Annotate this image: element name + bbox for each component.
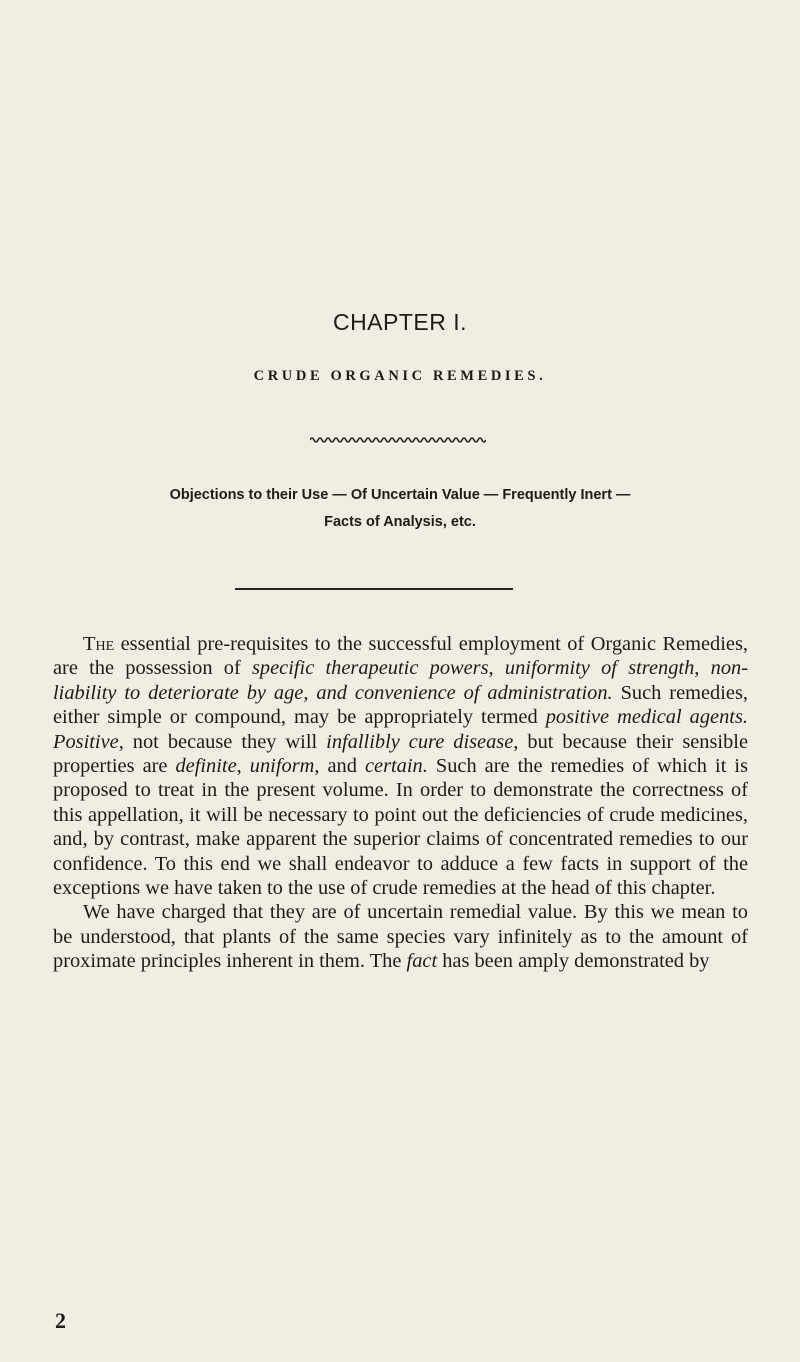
signature-mark: 2	[55, 1308, 66, 1333]
text-run: We have charged that they are of uncertain remedial value. By this we mean to be understood, that plants of the same species vary infinitely as to the amount of proximate principles inherent in them. The	[53, 901, 748, 973]
chapter-title: CHAPTER I.	[332, 309, 468, 335]
summary-line-2: Facts of Analysis, etc.	[324, 514, 476, 530]
italic-run: and convenience of administration.	[316, 681, 613, 704]
italic-run: fact	[406, 950, 438, 973]
italic-run: certain.	[364, 755, 428, 778]
small-caps-run: The	[83, 633, 115, 655]
italic-run: infallibly cure disease	[326, 730, 514, 753]
paragraph-1	[53, 632, 748, 900]
paragraph-2	[53, 900, 748, 973]
wavy-ornament-rule	[310, 435, 486, 445]
text-run: , and	[314, 755, 365, 778]
italic-run: positive medical agents.	[545, 706, 749, 729]
text-run: , but because their sensible properties are	[53, 730, 749, 778]
italic-run: specific therapeutic powers	[252, 657, 489, 680]
summary-line-1: Objections to their Use — Of Uncertain Value — Frequently Inert —	[169, 487, 631, 503]
italic-run: definite	[175, 755, 237, 778]
text-run: , not because they will	[118, 730, 327, 753]
italic-run: uniformity of strength	[504, 657, 695, 680]
chapter-body	[53, 632, 748, 974]
wavy-ornament-path	[310, 438, 486, 442]
italic-run: Positive	[53, 730, 119, 753]
italic-run: uniform	[249, 755, 315, 778]
italic-run: non-liability to deteriorate by age	[53, 657, 749, 704]
text-run: ,	[488, 657, 505, 680]
chapter-summary	[40, 482, 760, 536]
text-run: Such are the remedies of which it is proposed to treat in the present volume. In order to demonstrate the correctness of this appellation, it will be necessary to point out the deficiencies of crude medicines, and, by contrast, make apparent the superior claims of concentrated remedies to our confidence. To this end we shall endeavor to adduce a few facts in support of the exceptions we have taken to the use of crude remedies at the head of this chapter.	[53, 755, 748, 900]
text-run: ,	[694, 657, 711, 680]
text-run: has been amply demonstrated by	[437, 950, 710, 973]
text-run: essential pre-requisites to the successful employment of Organic Remedies, are the possession of	[53, 633, 748, 680]
text-run: Such remedies, either simple or compound, may be appropriately termed	[53, 681, 748, 729]
text-run: ,	[236, 755, 250, 778]
chapter-subtitle: CRUDE ORGANIC REMEDIES.	[253, 368, 547, 384]
horizontal-rule	[235, 588, 513, 590]
text-run: ,	[303, 681, 317, 704]
